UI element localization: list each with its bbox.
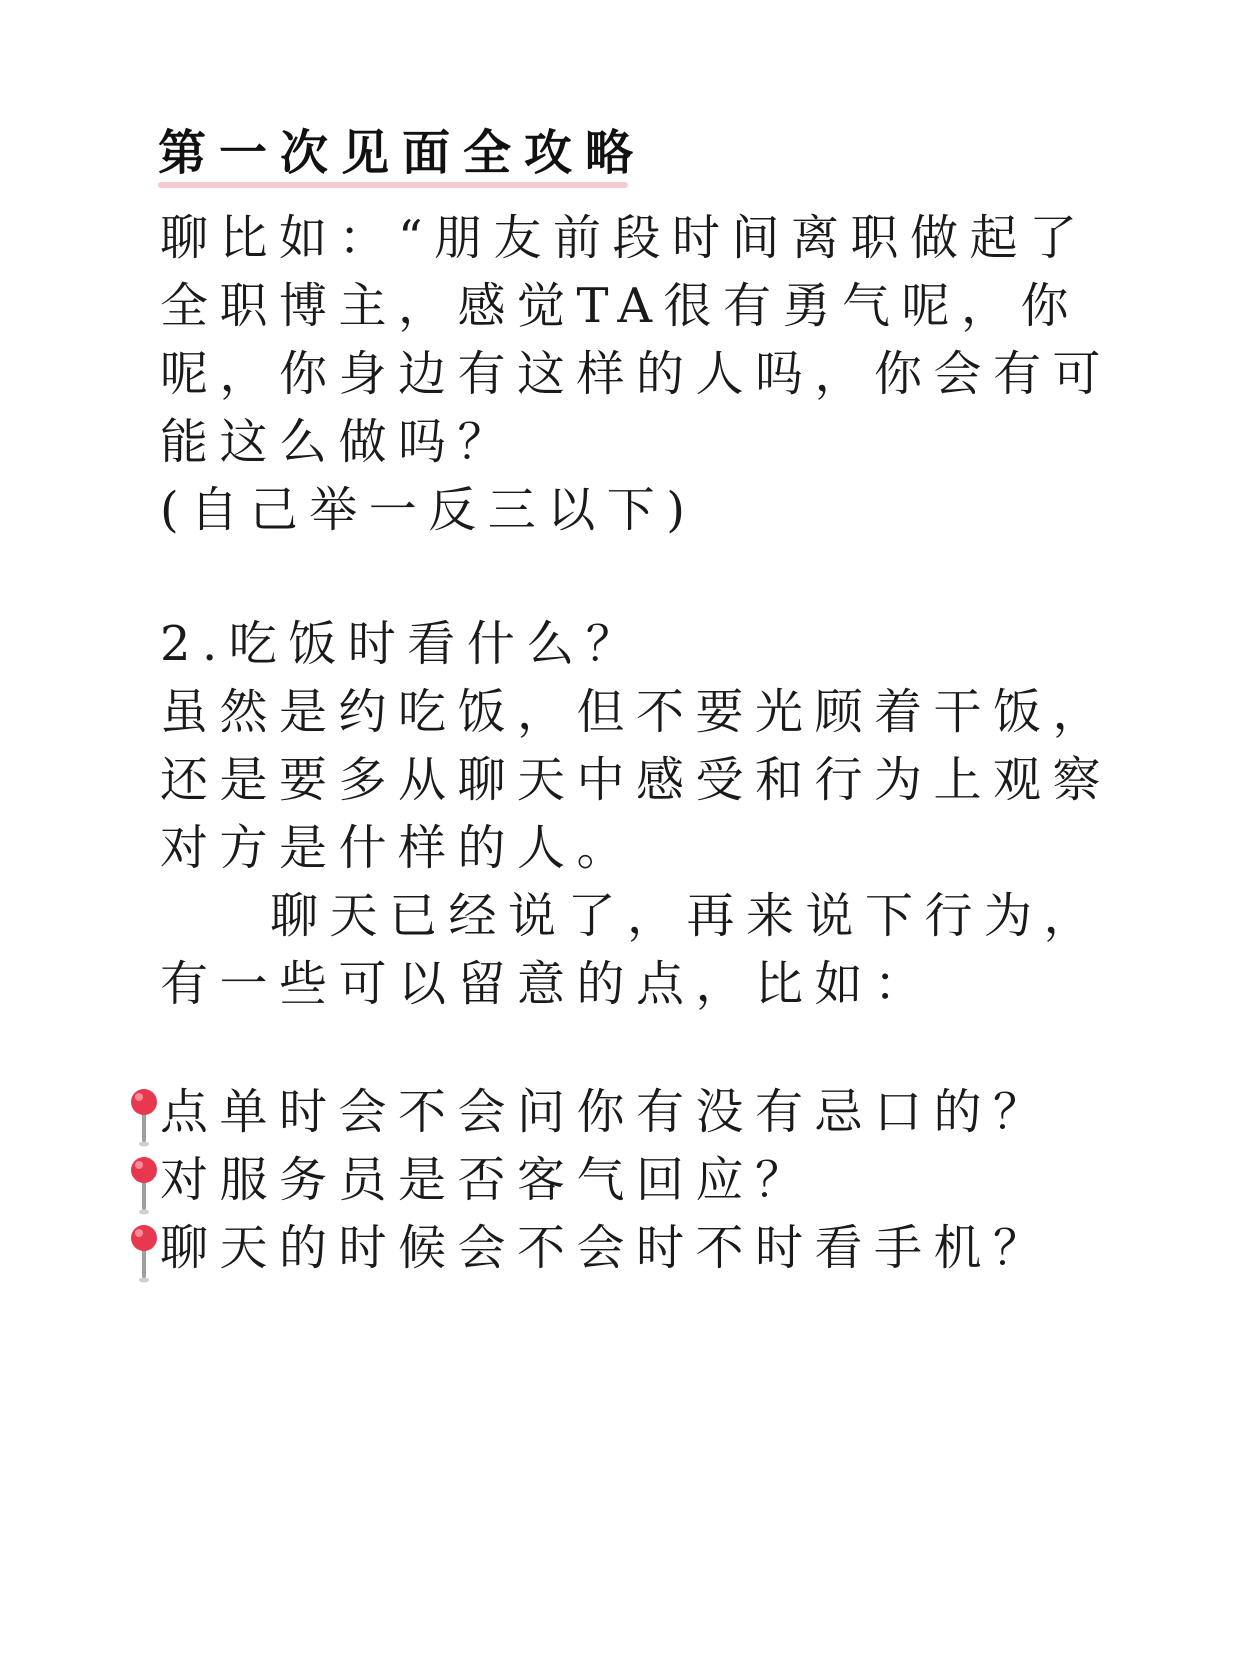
paragraph-line: 虽然是约吃饭，但不要光顾着干饭， [160, 684, 1113, 740]
paragraph-line: 能这么做吗？ [160, 414, 518, 470]
paragraph-line: 聊比如：“朋友前段时间离职做起了 [160, 210, 1089, 266]
pushpin-icon [128, 1086, 160, 1150]
title-block [158, 120, 647, 192]
paragraph-line: 全职博主，感觉TA很有勇气呢，你 [160, 278, 1081, 334]
page-title: 第一次见面全攻略 [158, 125, 647, 181]
list-item: 对服务员是否客气回应？ [160, 1152, 815, 1208]
section-heading: 2.吃饭时看什么？ [160, 616, 646, 672]
list-item: 点单时会不会问你有没有忌口的？ [160, 1084, 1053, 1140]
paragraph-line: 呢，你身边有这样的人吗，你会有可 [160, 346, 1113, 402]
paragraph-line: 有一些可以留意的点，比如： [160, 956, 934, 1012]
paragraph-line: 对方是什样的人。 [160, 820, 637, 876]
paragraph-line: 聊天已经说了，再来说下行为， [270, 888, 1104, 944]
paragraph-line: (自己举一反三以下) [160, 482, 697, 538]
pushpin-icon [128, 1154, 160, 1218]
paragraph-line: 还是要多从聊天中感受和行为上观察 [160, 752, 1113, 808]
list-item: 聊天的时候会不会时不时看手机？ [160, 1220, 1053, 1276]
pushpin-icon [128, 1222, 160, 1286]
